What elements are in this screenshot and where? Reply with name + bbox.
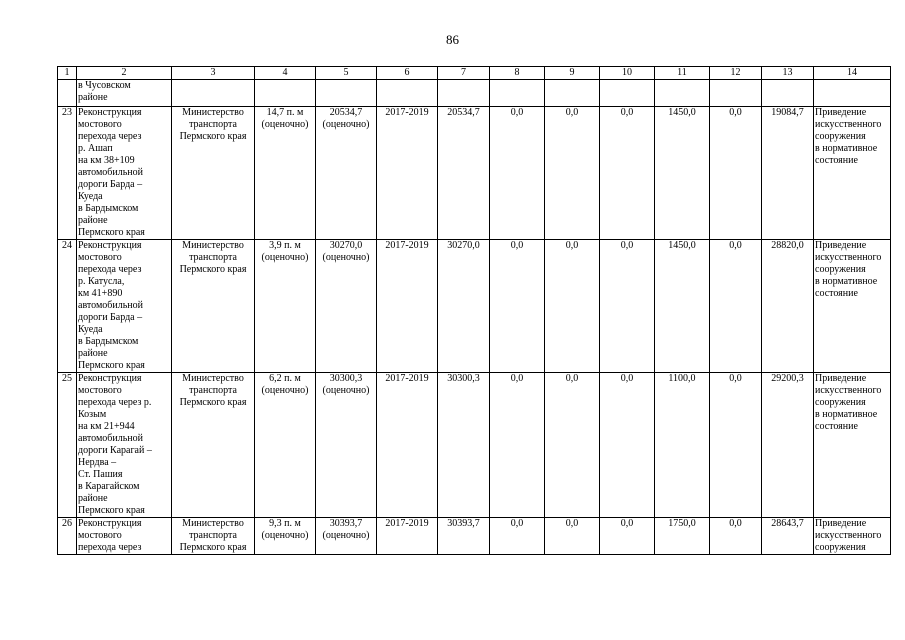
total-cell: 20534,7	[438, 107, 490, 240]
empty-cell	[255, 80, 316, 107]
column-header: 8	[490, 67, 545, 80]
value-cell: 1450,0	[655, 107, 710, 240]
value-cell: 0,0	[600, 240, 655, 373]
empty-cell	[600, 80, 655, 107]
value-cell: 0,0	[545, 107, 600, 240]
ministry-cell: Министерство транспорта Пермского края	[172, 107, 255, 240]
project-name-cell: Реконструкция мостового перехода через р. Ашап на км 38+109 автомобильной дороги Барда – Куеда в Бардымском районе Пермского края	[77, 107, 172, 240]
purpose-cell: Приведение искусственного сооружения в нормативное состояние	[814, 107, 891, 240]
cost-cell: 30270,0 (оценочно)	[316, 240, 377, 373]
value-cell: 0,0	[490, 107, 545, 240]
value-cell: 19084,7	[762, 107, 814, 240]
table-row	[58, 373, 891, 518]
column-header: 3	[172, 67, 255, 80]
value-cell: 0,0	[600, 373, 655, 518]
row-number: 24	[58, 240, 77, 373]
cost-cell: 30393,7 (оценочно)	[316, 518, 377, 555]
total-cell: 30300,3	[438, 373, 490, 518]
cost-cell: 20534,7 (оценочно)	[316, 107, 377, 240]
project-name-cell: Реконструкция мостового перехода через р. Катусла, км 41+890 автомобильной дороги Барда – Куеда в Бардымском районе Пермского края	[77, 240, 172, 373]
empty-cell	[710, 80, 762, 107]
period-cell: 2017-2019	[377, 107, 438, 240]
value-cell: 1450,0	[655, 240, 710, 373]
column-header: 1	[58, 67, 77, 80]
total-cell: 30270,0	[438, 240, 490, 373]
value-cell: 0,0	[710, 107, 762, 240]
empty-cell	[316, 80, 377, 107]
capacity-cell: 3,9 п. м (оценочно)	[255, 240, 316, 373]
page-number: 86	[446, 32, 459, 47]
capacity-cell: 14,7 п. м (оценочно)	[255, 107, 316, 240]
empty-cell	[814, 80, 891, 107]
ministry-cell: Министерство транспорта Пермского края	[172, 240, 255, 373]
continuation-row	[58, 80, 891, 107]
empty-cell	[172, 80, 255, 107]
capacity-cell: 9,3 п. м (оценочно)	[255, 518, 316, 555]
column-header: 11	[655, 67, 710, 80]
program-table	[57, 66, 891, 555]
value-cell: 0,0	[490, 240, 545, 373]
value-cell: 0,0	[710, 518, 762, 555]
empty-cell	[377, 80, 438, 107]
cost-cell: 30300,3 (оценочно)	[316, 373, 377, 518]
ministry-cell: Министерство транспорта Пермского края	[172, 373, 255, 518]
empty-cell	[762, 80, 814, 107]
purpose-cell: Приведение искусственного сооружения в нормативное состояние	[814, 373, 891, 518]
project-name-cell: в Чусовском районе	[77, 80, 172, 107]
value-cell: 28643,7	[762, 518, 814, 555]
value-cell: 1750,0	[655, 518, 710, 555]
column-header: 12	[710, 67, 762, 80]
empty-cell	[490, 80, 545, 107]
value-cell: 0,0	[600, 518, 655, 555]
column-header: 7	[438, 67, 490, 80]
column-header: 5	[316, 67, 377, 80]
project-name-cell: Реконструкция мостового перехода через	[77, 518, 172, 555]
value-cell: 0,0	[600, 107, 655, 240]
table-row	[58, 518, 891, 555]
column-header: 9	[545, 67, 600, 80]
capacity-cell: 6,2 п. м (оценочно)	[255, 373, 316, 518]
column-header: 14	[814, 67, 891, 80]
table-row	[58, 240, 891, 373]
empty-cell	[438, 80, 490, 107]
row-number: 23	[58, 107, 77, 240]
purpose-cell: Приведение искусственного сооружения в нормативное состояние	[814, 240, 891, 373]
row-number: 26	[58, 518, 77, 555]
value-cell: 0,0	[490, 518, 545, 555]
column-header: 4	[255, 67, 316, 80]
empty-cell	[655, 80, 710, 107]
value-cell: 0,0	[545, 373, 600, 518]
value-cell: 0,0	[710, 373, 762, 518]
total-cell: 30393,7	[438, 518, 490, 555]
ministry-cell: Министерство транспорта Пермского края	[172, 518, 255, 555]
value-cell: 1100,0	[655, 373, 710, 518]
value-cell: 0,0	[545, 518, 600, 555]
value-cell: 0,0	[490, 373, 545, 518]
period-cell: 2017-2019	[377, 373, 438, 518]
purpose-cell: Приведение искусственного сооружения	[814, 518, 891, 555]
empty-cell	[58, 80, 77, 107]
header-row	[58, 67, 891, 80]
period-cell: 2017-2019	[377, 518, 438, 555]
column-header: 6	[377, 67, 438, 80]
project-name-cell: Реконструкция мостового перехода через р. Козым на км 21+944 автомобильной дороги Карагай – Нердва – Ст. Пашия в Карагайском районе Пермского края	[77, 373, 172, 518]
row-number: 25	[58, 373, 77, 518]
value-cell: 28820,0	[762, 240, 814, 373]
period-cell: 2017-2019	[377, 240, 438, 373]
value-cell: 29200,3	[762, 373, 814, 518]
value-cell: 0,0	[545, 240, 600, 373]
column-header: 10	[600, 67, 655, 80]
column-header: 2	[77, 67, 172, 80]
value-cell: 0,0	[710, 240, 762, 373]
column-header: 13	[762, 67, 814, 80]
table-row	[58, 107, 891, 240]
empty-cell	[545, 80, 600, 107]
